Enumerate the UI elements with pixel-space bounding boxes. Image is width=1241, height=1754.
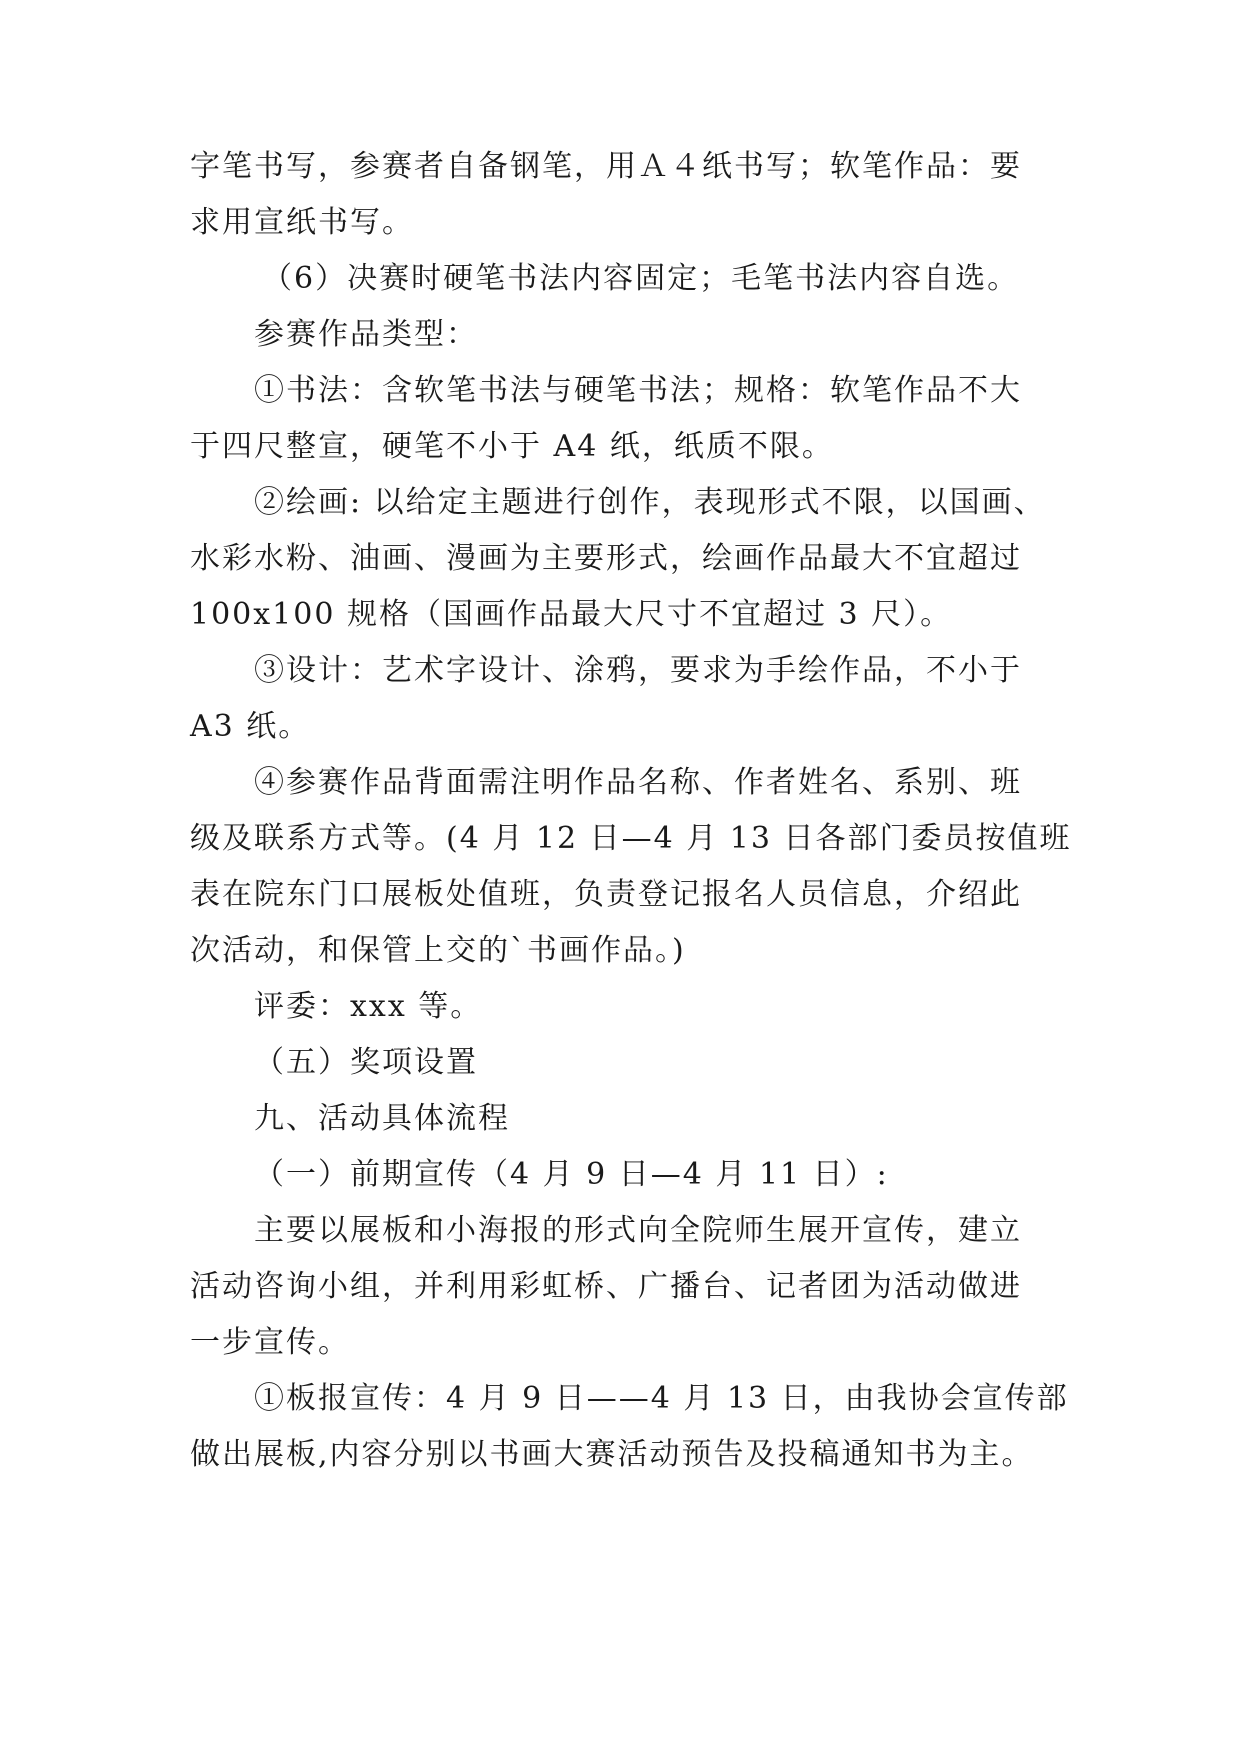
text-line-11: A3 纸。 [190,709,311,744]
text-line-18: 九、活动具体流程 [254,1101,510,1136]
text-line-15: 次活动，和保管上交的`书画作品。) [190,933,686,968]
text-line-20: 主要以展板和小海报的形式向全院师生展开宣传，建立 [254,1213,1022,1248]
text-line-9: 100x100 规格（国画作品最大尺寸不宜超过 3 尺）。 [190,597,953,632]
text-line-6: 于四尺整宣，硬笔不小于 A4 纸，纸质不限。 [190,429,834,464]
text-line-4: 参赛作品类型： [254,317,478,352]
text-line-7: ②绘画: 以给定主题进行创作，表现形式不限，以国画、 [254,485,1046,520]
text-line-13: 级及联系方式等。(4 月 12 日—4 月 13 日各部门委员按值班 [190,821,1072,856]
text-line-12: ④参赛作品背面需注明作品名称、作者姓名、系别、班 [254,765,1022,800]
text-line-23: ①板报宣传：4 月 9 日——4 月 13 日，由我协会宣传部 [254,1381,1069,1416]
text-line-1: 字笔书写，参赛者自备钢笔，用Ａ４纸书写；软笔作品：要 [190,149,1022,184]
text-line-10: ③设计：艺术字设计、涂鸦，要求为手绘作品，不小于 [254,653,1022,688]
text-line-19: （一）前期宣传（4 月 9 日—4 月 11 日）: [254,1157,889,1192]
text-line-22: 一步宣传。 [190,1325,350,1360]
text-line-14: 表在院东门口展板处值班，负责登记报名人员信息，介绍此 [190,877,1022,912]
text-line-2: 求用宣纸书写。 [190,205,414,240]
text-line-24: 做出展板,内容分别以书画大赛活动预告及投稿通知书为主。 [190,1437,1034,1472]
text-line-16: 评委：xxx 等。 [254,989,483,1024]
text-line-21: 活动咨询小组，并利用彩虹桥、广播台、记者团为活动做进 [190,1269,1022,1304]
text-line-5: ①书法：含软笔书法与硬笔书法；规格：软笔作品不大 [254,373,1022,408]
text-line-3: （6）决赛时硬笔书法内容固定；毛笔书法内容自选。 [262,261,1020,296]
text-line-8: 水彩水粉、油画、漫画为主要形式，绘画作品最大不宜超过 [190,541,1022,576]
text-line-17: （五）奖项设置 [254,1045,478,1080]
